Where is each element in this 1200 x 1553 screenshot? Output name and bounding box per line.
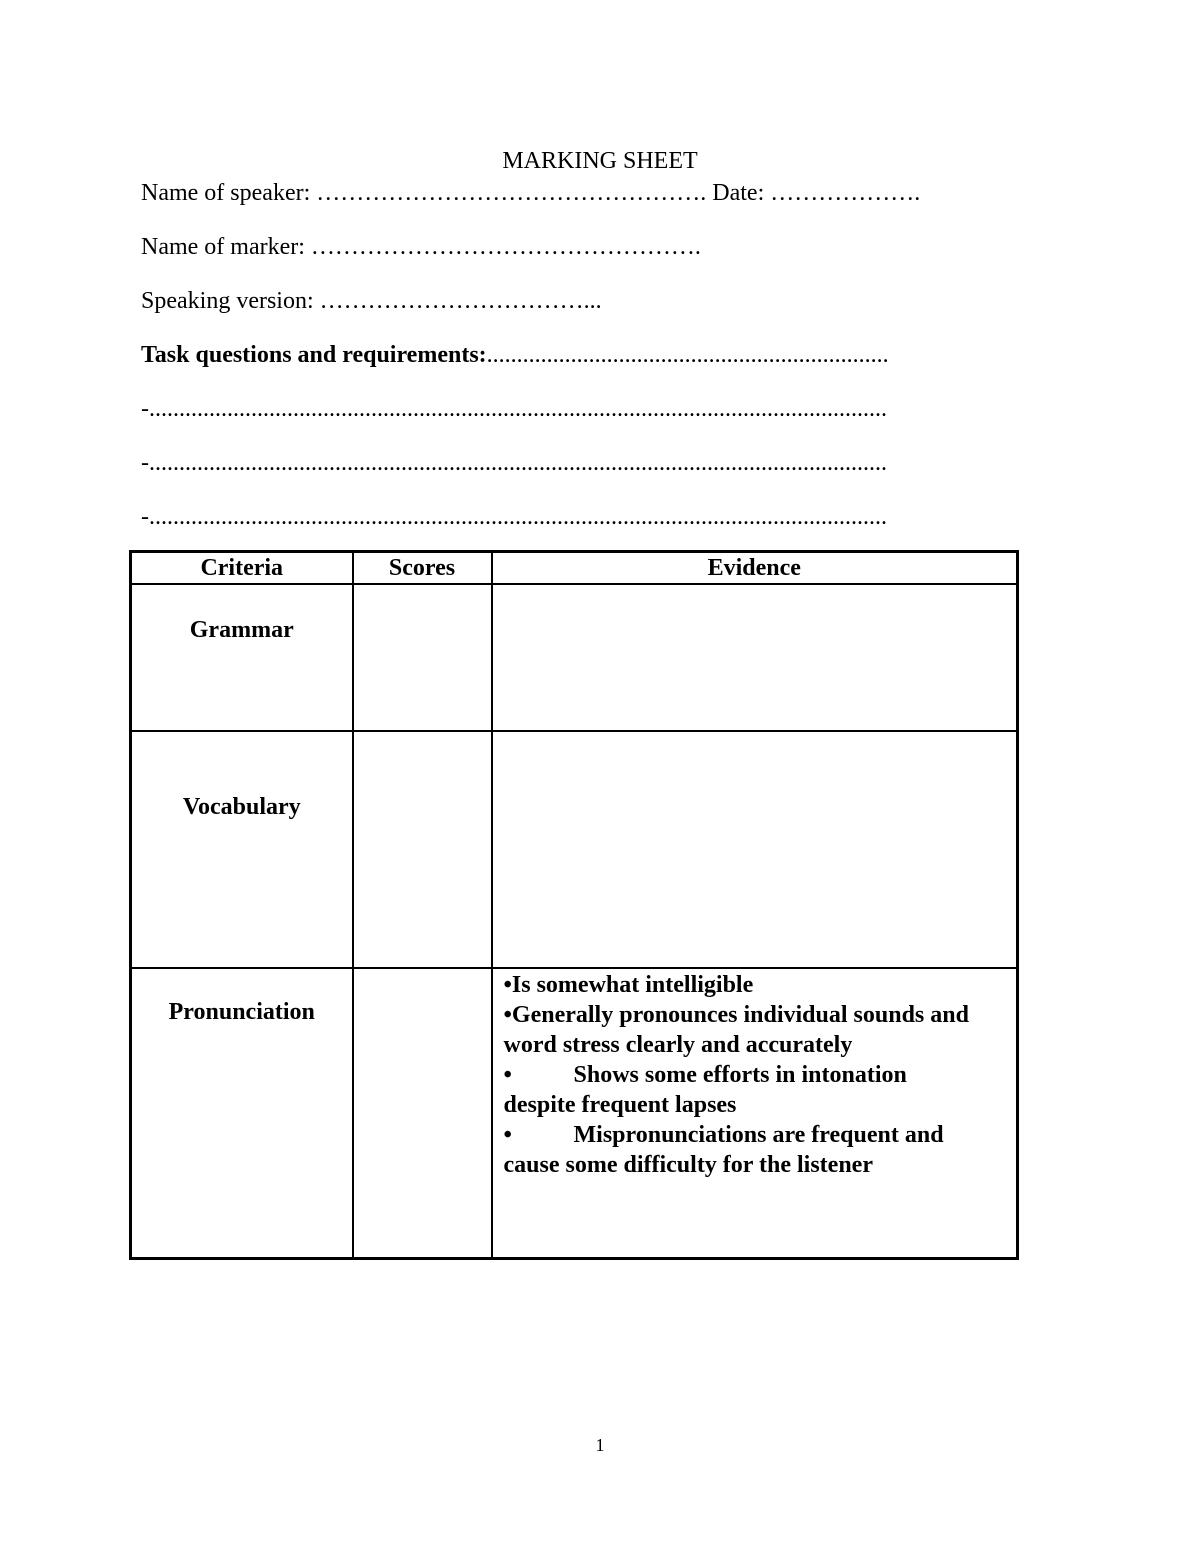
evidence-text: despite frequent lapses bbox=[503, 1092, 737, 1118]
marking-table bbox=[129, 550, 1019, 1260]
speaker-name-label: Name of speaker: bbox=[141, 180, 317, 206]
task-label: Task questions and requirements: bbox=[141, 342, 487, 368]
score-cell-grammar[interactable] bbox=[353, 584, 492, 731]
task-requirement-line[interactable]: -........................................................................................................................... bbox=[141, 396, 887, 422]
evidence-text: Mispronunciations are frequent and bbox=[573, 1122, 944, 1148]
bullet-icon: • bbox=[503, 972, 512, 998]
table-row bbox=[131, 584, 1018, 731]
speaker-name-line bbox=[141, 178, 920, 208]
evidence-text: Is somewhat intelligible bbox=[511, 972, 754, 998]
criteria-cell-vocabulary: Vocabulary bbox=[131, 731, 353, 968]
evidence-cell-grammar[interactable] bbox=[492, 584, 1018, 731]
task-requirement-line[interactable]: -........................................................................................................................... bbox=[141, 504, 887, 530]
evidence-line bbox=[504, 1000, 1007, 1030]
evidence-cell-vocabulary[interactable] bbox=[492, 731, 1018, 968]
evidence-line bbox=[504, 1030, 1007, 1060]
table-header-row bbox=[131, 552, 1018, 585]
score-cell-vocabulary[interactable] bbox=[353, 731, 492, 968]
evidence-text: Generally pronounces individual sounds and bbox=[511, 1002, 969, 1028]
scores-header: Scores bbox=[353, 552, 492, 585]
date-field[interactable]: ………………. bbox=[770, 180, 921, 206]
evidence-text: Shows some efforts in intonation bbox=[573, 1062, 907, 1088]
speaking-version-line bbox=[141, 286, 602, 316]
evidence-line bbox=[504, 1060, 1007, 1090]
score-cell-pronunciation[interactable] bbox=[353, 968, 492, 1259]
evidence-header: Evidence bbox=[492, 552, 1018, 585]
bullet-icon: • bbox=[503, 1062, 512, 1088]
speaking-version-label: Speaking version: bbox=[141, 288, 320, 314]
bullet-icon: • bbox=[503, 1002, 512, 1028]
bullet-icon: • bbox=[503, 1122, 512, 1148]
evidence-text: cause some difficulty for the listener bbox=[503, 1152, 873, 1178]
date-label: Date: bbox=[706, 180, 771, 206]
table-row bbox=[131, 731, 1018, 968]
marker-name-field[interactable]: …………………………………………. bbox=[310, 234, 701, 260]
evidence-line bbox=[504, 1120, 1007, 1150]
task-field[interactable]: ................................................................... bbox=[486, 342, 889, 368]
marker-name-label: Name of marker: bbox=[141, 234, 311, 260]
page-title: MARKING SHEET bbox=[502, 148, 698, 174]
criteria-cell-pronunciation: Pronunciation bbox=[131, 968, 353, 1259]
criteria-cell-grammar: Grammar bbox=[131, 584, 353, 731]
criteria-header: Criteria bbox=[131, 552, 353, 585]
evidence-line bbox=[504, 1090, 1007, 1120]
evidence-cell-pronunciation[interactable] bbox=[492, 968, 1018, 1259]
marker-name-line bbox=[141, 232, 701, 262]
speaker-name-field[interactable]: …………………………………………. bbox=[316, 180, 707, 206]
evidence-line bbox=[504, 1150, 1007, 1180]
evidence-text: word stress clearly and accurately bbox=[503, 1032, 853, 1058]
speaking-version-field[interactable]: ……………………………... bbox=[319, 288, 602, 314]
table-row bbox=[131, 968, 1018, 1259]
task-requirement-line[interactable]: -........................................................................................................................... bbox=[141, 450, 887, 476]
page-number: 1 bbox=[595, 1435, 605, 1455]
evidence-line bbox=[504, 970, 1007, 1000]
task-line bbox=[141, 340, 889, 370]
